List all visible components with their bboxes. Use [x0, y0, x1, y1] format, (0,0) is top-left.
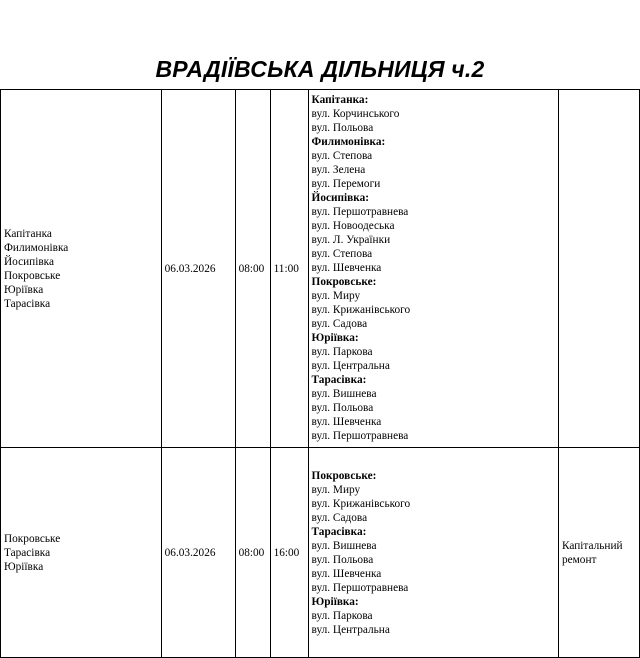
schedule-table	[0, 89, 640, 658]
street-name: вул. Новоодеська	[311, 220, 395, 232]
streets-cell	[308, 90, 558, 448]
village-name: Покровське	[4, 269, 61, 282]
street-name: вул. Першотравнева	[311, 430, 409, 442]
street-name: вул. Паркова	[311, 609, 373, 622]
street-name: вул. Корчинського	[311, 108, 400, 120]
village-heading: Покровське:	[311, 276, 377, 288]
street-name: вул. Л. Українки	[311, 234, 391, 246]
table-row	[1, 90, 640, 448]
village-name: Покровське	[4, 532, 61, 545]
date-cell: 06.03.2026	[161, 90, 235, 448]
end-time-cell: 16:00	[270, 448, 308, 658]
street-name: вул. Шевченка	[311, 567, 382, 580]
end-time-cell: 11:00	[270, 90, 308, 448]
start-time-cell: 08:00	[235, 448, 270, 658]
streets-cell	[308, 448, 558, 658]
street-name: вул. Центральна	[311, 360, 390, 372]
village-name: Юріївка	[4, 283, 44, 296]
street-name: вул. Степова	[311, 248, 373, 260]
village-heading: Тарасівка:	[311, 525, 367, 538]
village-heading: Юріївка:	[311, 332, 359, 344]
note-cell: Капітальний ремонт	[559, 448, 640, 658]
villages-cell	[1, 90, 162, 448]
street-name: вул. Центральна	[311, 623, 390, 636]
village-heading: Юріївка:	[311, 595, 359, 608]
date-cell: 06.03.2026	[161, 448, 235, 658]
street-name: вул. Вишнева	[311, 539, 377, 552]
village-heading: Йосипівка:	[311, 192, 370, 204]
village-heading: Капітанка:	[311, 94, 369, 106]
street-name: вул. Крижанівського	[311, 304, 411, 316]
village-name: Капітанка	[4, 227, 52, 240]
village-name: Тарасівка	[4, 297, 51, 310]
village-heading: Покровське:	[311, 469, 377, 482]
street-name: вул. Миру	[311, 290, 361, 302]
village-name: Йосипівка	[4, 255, 54, 268]
street-name: вул. Вишнева	[311, 388, 377, 400]
street-name: вул. Паркова	[311, 346, 373, 358]
village-name: Юріївка	[4, 560, 44, 573]
village-heading: Тарасівка:	[311, 374, 367, 386]
street-name: вул. Перемоги	[311, 178, 381, 190]
start-time-cell: 08:00	[235, 90, 270, 448]
street-name: вул. Шевченка	[311, 262, 382, 274]
street-name: вул. Польова	[311, 402, 374, 414]
street-name: вул. Шевченка	[311, 416, 382, 428]
table-row	[1, 448, 640, 658]
villages-cell	[1, 448, 162, 658]
street-name: вул. Крижанівського	[311, 497, 411, 510]
village-heading: Филимонівка:	[311, 136, 386, 148]
village-name: Филимонівка	[4, 241, 69, 254]
street-name: вул. Садова	[311, 318, 368, 330]
street-name: вул. Польова	[311, 122, 374, 134]
street-name: вул. Миру	[311, 483, 361, 496]
street-name: вул. Зелена	[311, 164, 366, 176]
page-title: ВРАДІЇВСЬКА ДІЛЬНИЦЯ ч.2	[155, 56, 485, 82]
street-name: вул. Садова	[311, 511, 368, 524]
street-name: вул. Першотравнева	[311, 206, 409, 218]
village-name: Тарасівка	[4, 546, 51, 559]
note-cell	[559, 90, 640, 448]
street-name: вул. Першотравнева	[311, 581, 409, 594]
street-name: вул. Польова	[311, 553, 374, 566]
street-name: вул. Степова	[311, 150, 373, 162]
